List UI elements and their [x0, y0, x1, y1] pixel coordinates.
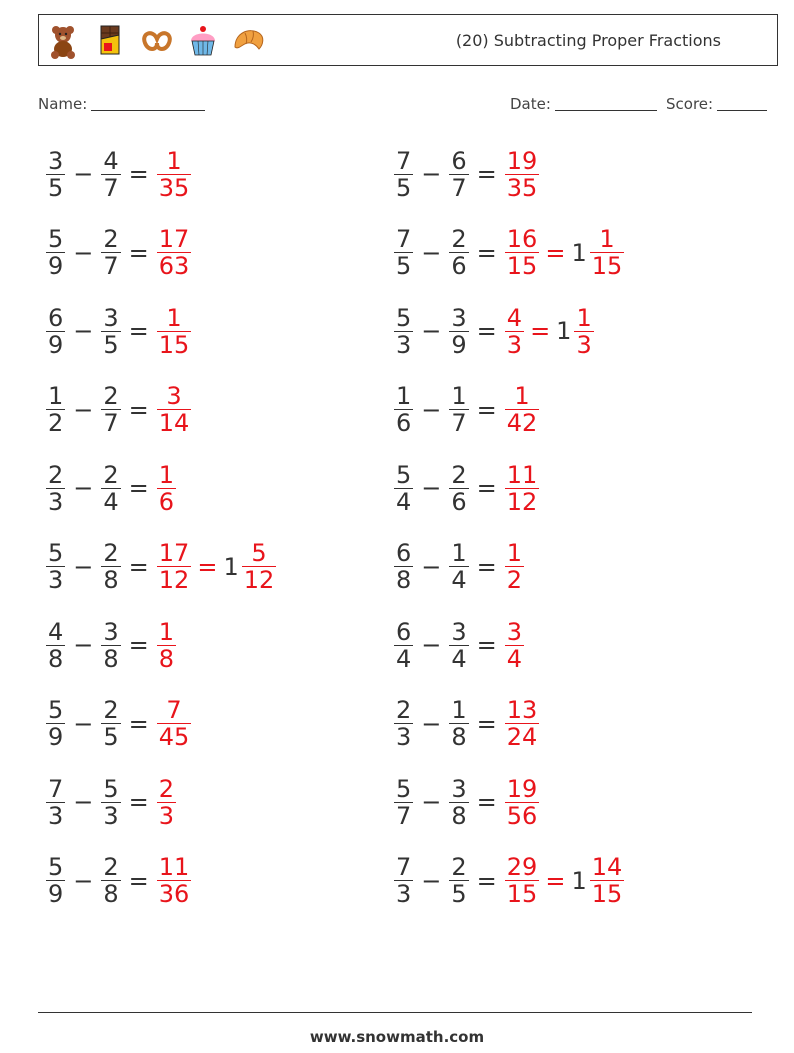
subtrahend-fraction: [101, 226, 120, 279]
numerator: 6: [396, 617, 412, 646]
subtrahend-fraction: [449, 462, 468, 515]
numerator: 29: [506, 853, 538, 881]
numerator: 6: [48, 303, 64, 332]
answer-fraction: [505, 148, 540, 201]
denominator: 3: [506, 330, 523, 359]
problem-item: [44, 380, 193, 440]
equals-sign: =: [128, 631, 149, 659]
answer-equals-sign: =: [530, 317, 551, 345]
numerator: 6: [396, 539, 412, 567]
denominator: 15: [158, 330, 190, 359]
numerator: 2: [451, 460, 467, 489]
worksheet-title: (20) Subtracting Proper Fractions: [455, 31, 721, 50]
problem-item: [44, 223, 193, 283]
mixed-whole-number: 1: [571, 238, 587, 267]
numerator: 6: [451, 146, 467, 175]
answer-fraction: [157, 619, 176, 672]
denominator: 12: [243, 566, 275, 594]
numerator: 1: [506, 539, 523, 567]
numerator: 1: [396, 382, 412, 410]
denominator: 5: [451, 880, 467, 908]
denominator: 8: [158, 644, 175, 673]
numerator: 1: [451, 382, 467, 410]
numerator: 4: [48, 617, 64, 646]
answer-fraction: [505, 226, 540, 279]
subtrahend-fraction: [449, 226, 468, 279]
numerator: 2: [103, 539, 119, 567]
denominator: 24: [506, 723, 538, 751]
denominator: 3: [48, 566, 64, 594]
subtrahend-fraction: [101, 540, 120, 593]
denominator: 15: [506, 880, 538, 908]
numerator: 2: [451, 225, 467, 253]
denominator: 5: [396, 173, 412, 202]
date-label: Date:: [510, 95, 551, 113]
equals-sign: =: [128, 395, 149, 424]
numerator: 7: [396, 853, 412, 881]
mixed-whole-number: 1: [223, 552, 239, 581]
minuend-fraction: [394, 854, 413, 907]
denominator: 8: [103, 880, 119, 908]
numerator: 1: [166, 303, 182, 332]
mixed-fraction-part: [242, 540, 277, 593]
problem-item: [44, 694, 193, 754]
mixed-fraction-part: [574, 305, 593, 358]
subtrahend-fraction: [101, 854, 120, 907]
minus-sign: −: [421, 474, 442, 502]
worksheet-header: [38, 14, 778, 66]
minuend-fraction: [46, 383, 65, 436]
numerator: 3: [451, 303, 467, 332]
subtrahend-fraction: [101, 383, 120, 436]
numerator: 5: [48, 225, 64, 253]
numerator: 2: [451, 853, 467, 881]
minuend-fraction: [394, 619, 413, 672]
subtrahend-fraction: [449, 776, 468, 829]
minuend-fraction: [46, 226, 65, 279]
numerator: 1: [451, 696, 467, 724]
denominator: 4: [396, 644, 412, 673]
denominator: 15: [591, 252, 623, 280]
denominator: 5: [103, 723, 119, 751]
subtrahend-fraction: [101, 462, 120, 515]
problem-item: [44, 301, 193, 361]
equals-sign: =: [128, 709, 149, 738]
minus-sign: −: [421, 866, 442, 895]
numerator: 5: [396, 774, 412, 803]
denominator: 15: [591, 880, 623, 908]
numerator: 2: [103, 696, 119, 724]
minus-sign: −: [73, 317, 94, 345]
equals-sign: =: [476, 474, 497, 502]
problem-item: [392, 144, 541, 204]
numerator: 7: [396, 225, 412, 253]
teddy-bear-icon: [47, 23, 83, 59]
numerator: 5: [251, 539, 267, 567]
problem-item: [392, 772, 541, 832]
numerator: 1: [451, 539, 467, 567]
minuend-fraction: [46, 462, 65, 515]
name-field[interactable]: [38, 94, 205, 114]
minus-sign: −: [421, 552, 442, 581]
answer-fraction: [157, 148, 192, 201]
score-label: Score:: [666, 95, 714, 113]
denominator: 8: [396, 566, 412, 594]
pretzel-icon: [139, 23, 175, 59]
numerator: 3: [166, 382, 182, 410]
denominator: 15: [506, 252, 538, 280]
equals-sign: =: [476, 552, 497, 581]
numerator: 1: [158, 460, 175, 489]
minus-sign: −: [73, 238, 94, 267]
numerator: 2: [396, 696, 412, 724]
denominator: 42: [506, 409, 538, 437]
minus-sign: −: [73, 788, 94, 816]
problem-item: [44, 458, 178, 518]
minuend-fraction: [394, 462, 413, 515]
minus-sign: −: [421, 709, 442, 738]
numerator: 3: [451, 774, 467, 803]
numerator: 5: [103, 774, 119, 803]
numerator: 7: [48, 774, 64, 803]
numerator: 11: [158, 853, 190, 881]
numerator: 2: [103, 853, 119, 881]
denominator: 3: [396, 723, 412, 751]
numerator: 3: [506, 617, 523, 646]
problem-item: [44, 772, 178, 832]
problem-item: [392, 537, 526, 597]
denominator: 4: [451, 644, 467, 673]
answer-fraction: [157, 383, 192, 436]
equals-sign: =: [476, 709, 497, 738]
answer-fraction: [505, 776, 540, 829]
numerator: 1: [599, 225, 615, 253]
minus-sign: −: [73, 474, 94, 502]
minuend-fraction: [394, 540, 413, 593]
minus-sign: −: [73, 866, 94, 895]
minus-sign: −: [73, 631, 94, 659]
denominator: 6: [396, 409, 412, 437]
equals-sign: =: [476, 631, 497, 659]
denominator: 3: [48, 487, 64, 516]
numerator: 3: [103, 617, 119, 646]
numerator: 2: [103, 225, 119, 253]
denominator: 3: [158, 801, 175, 830]
denominator: 36: [158, 880, 190, 908]
denominator: 63: [158, 252, 190, 280]
minus-sign: −: [73, 709, 94, 738]
numerator: 2: [103, 382, 119, 410]
numerator: 5: [396, 460, 412, 489]
numerator: 5: [48, 853, 64, 881]
subtrahend-fraction: [101, 619, 120, 672]
minuend-fraction: [394, 383, 413, 436]
denominator: 9: [48, 252, 64, 280]
equals-sign: =: [128, 160, 149, 188]
numerator: 13: [506, 696, 538, 724]
denominator: 7: [103, 409, 119, 437]
denominator: 4: [506, 644, 523, 673]
subtrahend-fraction: [449, 854, 468, 907]
subtrahend-fraction: [449, 383, 468, 436]
numerator: 4: [103, 146, 119, 175]
numerator: 3: [451, 617, 467, 646]
numerator: 1: [158, 617, 175, 646]
equals-sign: =: [128, 474, 149, 502]
answer-fraction: [505, 697, 540, 750]
score-field[interactable]: [666, 94, 767, 114]
answer-equals-sign: =: [545, 238, 566, 267]
minuend-fraction: [394, 697, 413, 750]
numerator: 2: [103, 460, 119, 489]
denominator: 9: [48, 330, 64, 359]
minus-sign: −: [73, 552, 94, 581]
problem-item: [44, 144, 193, 204]
denominator: 3: [396, 330, 412, 359]
equals-sign: =: [476, 160, 497, 188]
equals-sign: =: [476, 395, 497, 424]
subtrahend-fraction: [449, 619, 468, 672]
denominator: 8: [48, 644, 64, 673]
denominator: 7: [396, 801, 412, 830]
denominator: 4: [103, 487, 119, 516]
answer-fraction: [505, 854, 540, 907]
mixed-fraction-part: [590, 226, 625, 279]
minuend-fraction: [394, 148, 413, 201]
footer-website: www.snowmath.com: [309, 1028, 485, 1046]
denominator: 2: [48, 409, 64, 437]
cupcake-icon: [185, 23, 221, 59]
answer-fraction: [505, 619, 524, 672]
equals-sign: =: [128, 317, 149, 345]
minuend-fraction: [46, 619, 65, 672]
denominator: 3: [103, 801, 119, 830]
numerator: 16: [506, 225, 538, 253]
numerator: 3: [103, 303, 119, 332]
denominator: 6: [451, 487, 467, 516]
minuend-fraction: [394, 226, 413, 279]
denominator: 3: [396, 880, 412, 908]
minus-sign: −: [421, 631, 442, 659]
denominator: 56: [506, 801, 538, 830]
denominator: 4: [451, 566, 467, 594]
problem-item: [44, 537, 278, 597]
minuend-fraction: [46, 540, 65, 593]
answer-equals-sign: =: [197, 552, 218, 581]
problem-item: [44, 615, 178, 675]
numerator: 2: [48, 460, 64, 489]
denominator: 14: [158, 409, 190, 437]
problem-item: [392, 223, 626, 283]
numerator: 3: [48, 146, 64, 175]
equals-sign: =: [476, 238, 497, 267]
denominator: 35: [158, 173, 190, 202]
denominator: 8: [451, 723, 467, 751]
answer-fraction: [157, 226, 192, 279]
numerator: 17: [158, 225, 190, 253]
minuend-fraction: [46, 776, 65, 829]
mixed-fraction-part: [590, 854, 625, 907]
minuend-fraction: [394, 776, 413, 829]
minus-sign: −: [73, 160, 94, 188]
answer-fraction: [157, 305, 192, 358]
numerator: 2: [158, 774, 175, 803]
equals-sign: =: [476, 866, 497, 895]
problem-item: [392, 458, 541, 518]
minus-sign: −: [421, 238, 442, 267]
minus-sign: −: [421, 317, 442, 345]
problem-item: [392, 851, 626, 911]
denominator: 5: [396, 252, 412, 280]
date-blank-line[interactable]: [555, 94, 657, 111]
mixed-whole-number: 1: [571, 866, 587, 895]
numerator: 1: [166, 146, 182, 175]
minuend-fraction: [46, 854, 65, 907]
footer-divider: [38, 1012, 752, 1013]
answer-fraction: [505, 540, 524, 593]
equals-sign: =: [128, 788, 149, 816]
mixed-whole-number: 1: [556, 317, 572, 345]
date-field[interactable]: [510, 94, 657, 114]
subtrahend-fraction: [101, 148, 120, 201]
problem-item: [392, 694, 541, 754]
subtrahend-fraction: [101, 776, 120, 829]
subtrahend-fraction: [449, 148, 468, 201]
numerator: 1: [514, 382, 530, 410]
denominator: 6: [158, 487, 175, 516]
equals-sign: =: [128, 552, 149, 581]
denominator: 9: [48, 723, 64, 751]
problem-item: [392, 380, 541, 440]
denominator: 8: [103, 644, 119, 673]
denominator: 8: [103, 566, 119, 594]
denominator: 12: [158, 566, 190, 594]
numerator: 14: [591, 853, 623, 881]
subtrahend-fraction: [449, 540, 468, 593]
denominator: 5: [48, 173, 64, 202]
numerator: 17: [158, 539, 190, 567]
subtrahend-fraction: [101, 305, 120, 358]
answer-fraction: [157, 462, 176, 515]
minus-sign: −: [421, 395, 442, 424]
answer-fraction: [505, 305, 524, 358]
denominator: 45: [158, 723, 190, 751]
numerator: 5: [48, 539, 64, 567]
subtrahend-fraction: [101, 697, 120, 750]
problem-item: [392, 301, 596, 361]
answer-fraction: [505, 383, 540, 436]
minuend-fraction: [46, 697, 65, 750]
denominator: 7: [103, 173, 119, 202]
numerator: 19: [506, 146, 538, 175]
numerator: 1: [48, 382, 64, 410]
chocolate-bar-icon: [93, 23, 129, 59]
denominator: 7: [451, 173, 467, 202]
minuend-fraction: [46, 148, 65, 201]
score-blank-line[interactable]: [717, 94, 767, 111]
equals-sign: =: [476, 788, 497, 816]
denominator: 9: [48, 880, 64, 908]
answer-fraction: [505, 462, 540, 515]
numerator: 11: [506, 460, 538, 489]
subtrahend-fraction: [449, 697, 468, 750]
minus-sign: −: [73, 395, 94, 424]
denominator: 7: [103, 252, 119, 280]
numerator: 5: [396, 303, 412, 332]
numerator: 1: [576, 303, 592, 332]
denominator: 9: [451, 330, 467, 359]
equals-sign: =: [476, 317, 497, 345]
denominator: 4: [396, 487, 412, 516]
denominator: 3: [576, 330, 592, 359]
numerator: 7: [166, 696, 182, 724]
numerator: 19: [506, 774, 538, 803]
subtrahend-fraction: [449, 305, 468, 358]
denominator: 7: [451, 409, 467, 437]
numerator: 4: [506, 303, 523, 332]
name-blank-line[interactable]: [91, 94, 205, 111]
croissant-icon: [231, 23, 267, 59]
minuend-fraction: [46, 305, 65, 358]
numerator: 7: [396, 146, 412, 175]
equals-sign: =: [128, 866, 149, 895]
answer-fraction: [157, 540, 192, 593]
denominator: 5: [103, 330, 119, 359]
numerator: 5: [48, 696, 64, 724]
minus-sign: −: [421, 160, 442, 188]
denominator: 6: [451, 252, 467, 280]
denominator: 3: [48, 801, 64, 830]
equals-sign: =: [128, 238, 149, 267]
denominator: 8: [451, 801, 467, 830]
denominator: 2: [506, 566, 523, 594]
answer-fraction: [157, 776, 176, 829]
answer-fraction: [157, 697, 192, 750]
minuend-fraction: [394, 305, 413, 358]
problem-item: [392, 615, 526, 675]
denominator: 35: [506, 173, 538, 202]
answer-equals-sign: =: [545, 866, 566, 895]
denominator: 12: [506, 487, 538, 516]
header-icons: [47, 23, 267, 59]
name-label: Name:: [38, 95, 88, 113]
problem-item: [44, 851, 193, 911]
minus-sign: −: [421, 788, 442, 816]
answer-fraction: [157, 854, 192, 907]
